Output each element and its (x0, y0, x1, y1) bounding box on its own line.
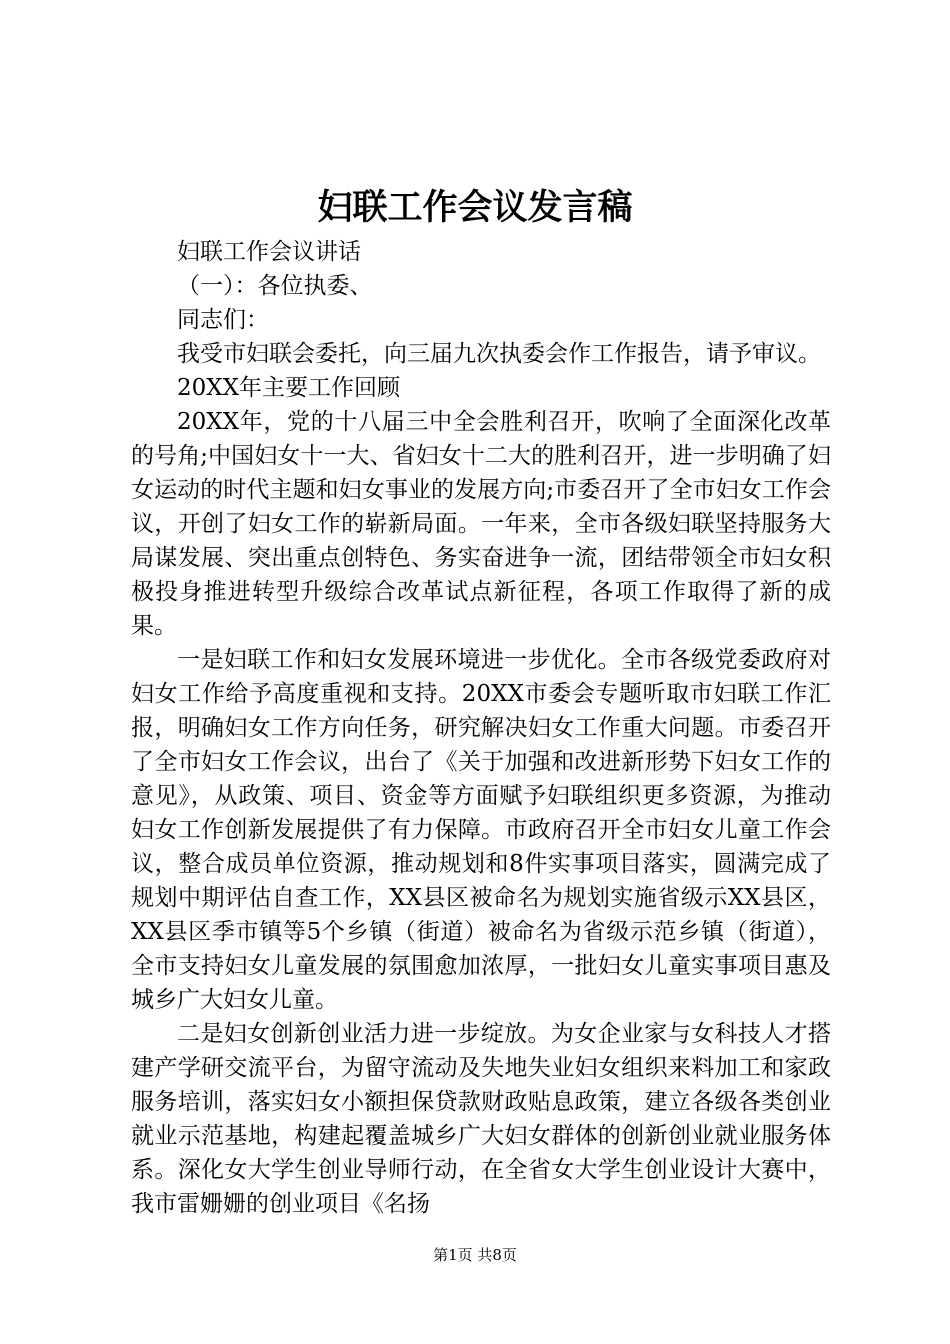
paragraph: 同志们： (177, 307, 269, 333)
paragraph: （一）：各位执委、 (177, 273, 373, 299)
paragraph: 妇联工作会议讲话 (177, 239, 361, 265)
paragraph: 20XX年，党的十八届三中全会胜利召开，吹响了全面深化改革的号角;中国妇女十一大、省妇女十二大的胜利召开，进一步明确了妇女运动的时代主题和妇女事业的发展方向;市委召开了全市妇女工作会议，开创了妇女工作的崭新局面。一年来，全市各级妇联坚持服务大局谋发展、突出重点创特色、务实奋进争一流，团结带领全市妇女积极投身推进转型升级综合改革试点新征程，各项工作取得了新的成果。 (131, 409, 831, 639)
paragraph: 我受市妇联会委托，向三届九次执委会作工作报告，请予审议。 (177, 341, 821, 367)
paragraph: 20XX年主要工作回顾 (177, 375, 401, 401)
document-body (131, 235, 831, 1221)
paragraph: 一是妇联工作和妇女发展环境进一步优化。全市各级党委政府对妇女工作给予高度重视和支持。20XX市委会专题听取市妇联工作汇报，明确妇女工作方向任务，研究解决妇女工作重大问题。市委召开了全市妇女工作会议，出台了《关于加强和改进新形势下妇女工作的意见》，从政策、项目、资金等方面赋予妇联组织更多资源，为推动妇女工作创新发展提供了有力保障。市政府召开全市妇女儿童工作会议，整合成员单位资源，推动规划和8件实事项目落实，圆满完成了规划中期评估自查工作，XX县区被命名为规划实施省级示XX县区，XX县区季市镇等5个乡镇（街道）被命名为省级示范乡镇（街道），全市支持妇女儿童发展的氛围愈加浓厚，一批妇女儿童实事项目惠及城乡广大妇女儿童。 (131, 647, 831, 1013)
paragraph: 二是妇女创新创业活力进一步绽放。为女企业家与女科技人才搭建产学研交流平台，为留守流动及失地失业妇女组织来料加工和家政服务培训，落实妇女小额担保贷款财政贴息政策，建立各级各类创业就业示范基地，构建起覆盖城乡广大妇女群体的创新创业就业服务体系。深化女大学生创业导师行动，在全省女大学生创业设计大赛中，我市雷姗姗的创业项目《名扬 (131, 1021, 831, 1217)
document-title: 妇联工作会议发言稿 (317, 187, 633, 228)
page-footer: 第1页 共8页 (433, 1246, 517, 1264)
